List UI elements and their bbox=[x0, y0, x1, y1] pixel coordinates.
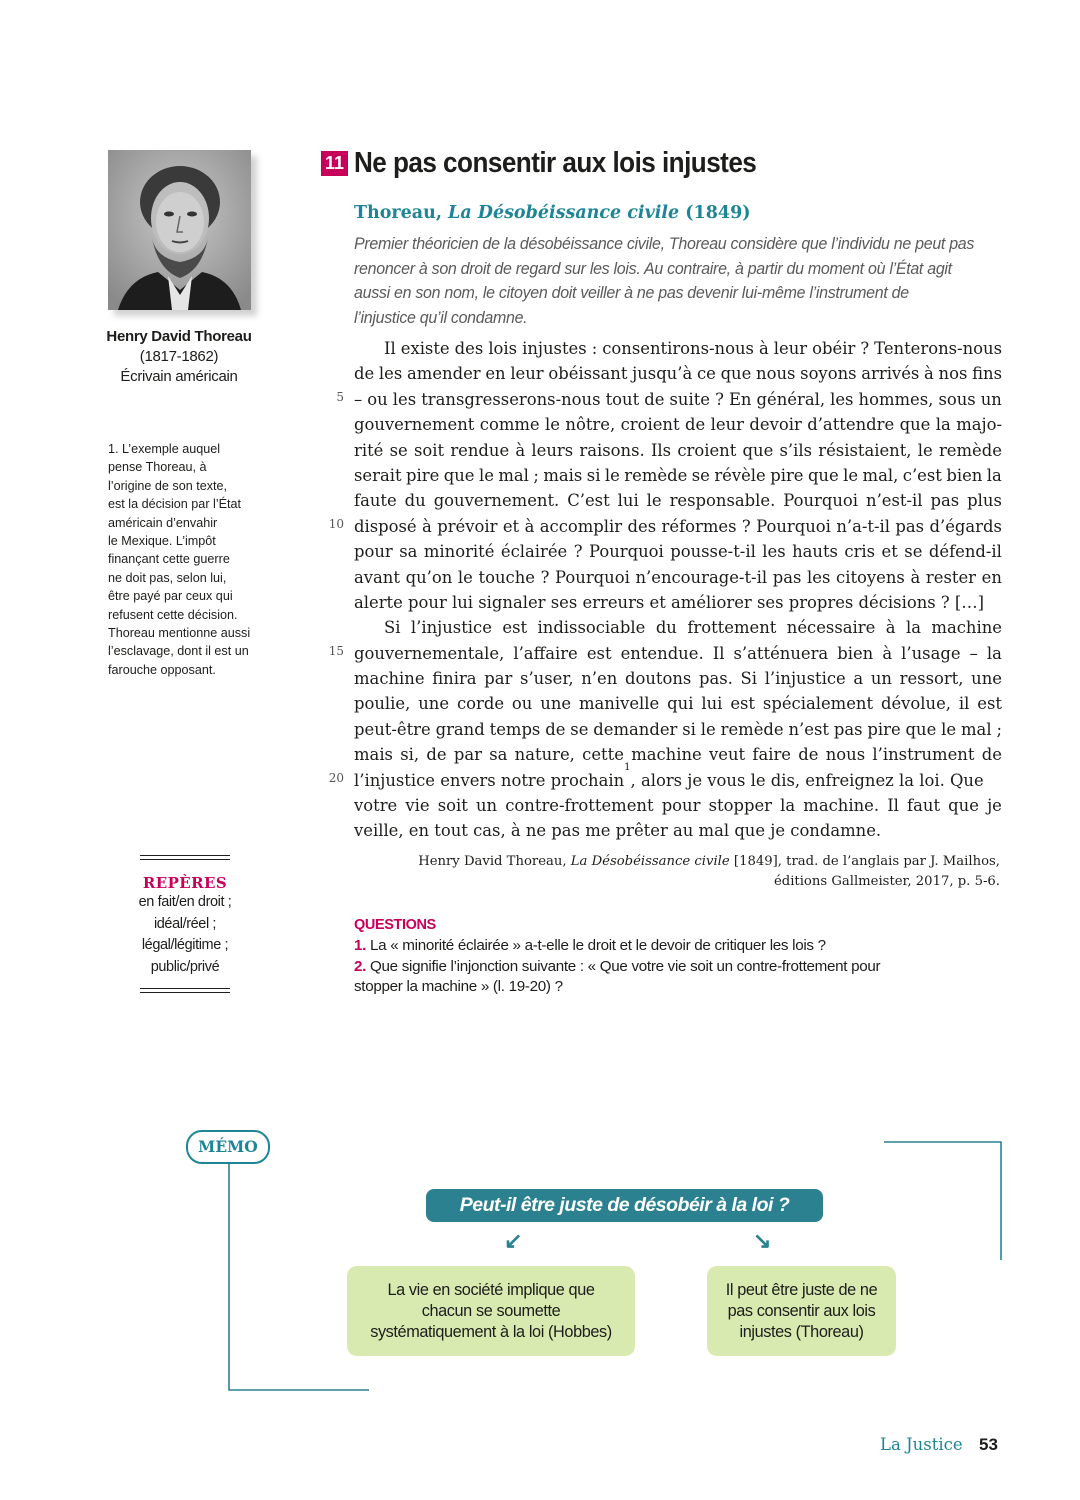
word: mal bbox=[961, 719, 992, 739]
word: d’égards bbox=[929, 516, 1002, 536]
word: ; bbox=[533, 465, 539, 485]
word: machine bbox=[631, 745, 702, 765]
word: Il bbox=[384, 339, 396, 358]
word: machine bbox=[931, 618, 1002, 638]
reperes-item: idéal/réel ; bbox=[153, 915, 217, 932]
word: remède bbox=[624, 465, 688, 485]
word: s’user, bbox=[520, 669, 574, 689]
word: dévolue, bbox=[880, 694, 951, 714]
word: l’injustice bbox=[764, 669, 846, 689]
word: la bbox=[935, 415, 951, 435]
word: demander bbox=[593, 719, 678, 739]
word: citoyens bbox=[836, 567, 905, 587]
word: faute bbox=[354, 491, 397, 511]
word: mais bbox=[354, 745, 393, 765]
word: temps bbox=[489, 719, 541, 739]
memo-box-line: Il peut être juste de ne bbox=[725, 1280, 878, 1299]
word: réformes bbox=[661, 516, 737, 536]
footnote-line: refusent cette décision. bbox=[108, 607, 238, 622]
word: des bbox=[454, 339, 484, 358]
arrow-down-left-icon: ↙ bbox=[504, 1228, 523, 1253]
question-text: Que signifie l’injonction suivante : « Que votre vie soit un contre-frottement pour bbox=[370, 957, 881, 975]
word: que bbox=[807, 465, 839, 485]
line-number: 15 bbox=[328, 644, 344, 658]
word: de bbox=[545, 719, 566, 739]
word: bien bbox=[946, 465, 983, 485]
word: manivelle bbox=[578, 694, 660, 714]
word: – bbox=[969, 643, 978, 663]
word: par bbox=[484, 669, 513, 689]
word: C’est bbox=[567, 491, 610, 511]
word: machine bbox=[354, 669, 425, 689]
word: révèle bbox=[714, 465, 766, 485]
word: en bbox=[485, 364, 506, 384]
word: je bbox=[987, 796, 1002, 816]
intro-line: l’injustice qu’il condamne. bbox=[354, 308, 528, 327]
word: se bbox=[691, 465, 710, 485]
word: que bbox=[899, 415, 931, 435]
word: le bbox=[604, 465, 620, 485]
citation-details: [1849], trad. de l’anglais par J. Mailhos, bbox=[733, 854, 1000, 869]
word: l’usage bbox=[901, 643, 961, 663]
questions-title: QUESTIONS bbox=[354, 917, 436, 933]
word: peut-être bbox=[354, 719, 431, 739]
memo-label: MÉMO bbox=[186, 1130, 270, 1164]
word: frottement bbox=[687, 618, 777, 638]
word: En bbox=[728, 389, 752, 409]
word: éclairée bbox=[500, 542, 568, 562]
word: la bbox=[780, 796, 796, 816]
word: pas. bbox=[698, 669, 733, 689]
footnote-line: farouche opposant. bbox=[108, 662, 216, 677]
word: leur bbox=[773, 339, 808, 358]
word: ou bbox=[511, 694, 533, 714]
arrow-down-right-icon: ↘ bbox=[753, 1228, 772, 1253]
word: que bbox=[443, 465, 475, 485]
word: pas bbox=[833, 719, 863, 739]
word: pas bbox=[772, 567, 802, 587]
word: une bbox=[540, 694, 572, 714]
word: remède bbox=[938, 440, 1002, 460]
word: de bbox=[798, 745, 819, 765]
text-line: alerte pour lui signaler ses erreurs et améliorer ses propres décisions ? […] bbox=[354, 592, 985, 612]
footnote-line: finançant cette guerre bbox=[108, 552, 230, 567]
word: et bbox=[502, 516, 520, 536]
word: faut bbox=[907, 796, 941, 816]
word: n’encourage-t-il bbox=[635, 567, 768, 587]
word: remède bbox=[720, 719, 784, 739]
word: lois bbox=[488, 339, 518, 358]
word: transgresserons-nous bbox=[421, 389, 601, 409]
word: se bbox=[570, 719, 589, 739]
word: le bbox=[457, 567, 473, 587]
word: gouvernement. bbox=[433, 491, 560, 511]
word: pire bbox=[867, 719, 901, 739]
word: corde bbox=[456, 694, 505, 714]
word: mais bbox=[543, 465, 583, 485]
word: Il bbox=[887, 796, 899, 816]
word: ? bbox=[860, 339, 870, 358]
citation-author: Henry David Thoreau, bbox=[418, 854, 567, 869]
word: avant bbox=[354, 567, 400, 587]
citation-line: éditions Gallmeister, 2017, p. 5-6. bbox=[773, 874, 1000, 889]
footnote-line: l’esclavage, dont il est un bbox=[108, 644, 249, 659]
word: une bbox=[418, 694, 450, 714]
word: la bbox=[905, 618, 921, 638]
memo-box-line: La vie en société implique que bbox=[387, 1280, 595, 1299]
word: un bbox=[870, 669, 892, 689]
word: pour bbox=[661, 796, 701, 816]
word: à bbox=[524, 516, 535, 536]
word: si bbox=[586, 465, 601, 485]
word: nous bbox=[825, 745, 866, 765]
memo-box-thoreau bbox=[707, 1266, 896, 1356]
memo-question: Peut-il être juste de désobéir à la loi ? bbox=[426, 1189, 823, 1222]
memo-box-line: injustes (Thoreau) bbox=[739, 1322, 864, 1341]
word: croient bbox=[620, 415, 680, 435]
word: défend-il bbox=[928, 542, 1002, 562]
word: leur bbox=[710, 415, 744, 435]
footnote-line: américain d’envahir bbox=[108, 515, 218, 530]
section-title: Ne pas consentir aux lois injustes bbox=[354, 147, 757, 179]
word: responsable. bbox=[669, 491, 776, 511]
word: disposé bbox=[354, 516, 417, 536]
word: en bbox=[981, 567, 1002, 587]
word: mal, bbox=[862, 465, 899, 485]
word: n’en bbox=[581, 669, 618, 689]
word: hommes, bbox=[858, 389, 934, 409]
word: leur bbox=[510, 364, 544, 384]
word: l’affaire bbox=[513, 643, 578, 663]
word: se bbox=[904, 542, 923, 562]
word: soyons bbox=[800, 364, 857, 384]
word: la bbox=[986, 465, 1002, 485]
word: croient bbox=[677, 440, 737, 460]
word: faire bbox=[752, 745, 792, 765]
intro-line: Premier théoricien de la désobéissance civile, Thoreau considère que l’individu ne peut pas bbox=[354, 235, 975, 253]
word: les bbox=[378, 364, 403, 384]
word: cris bbox=[844, 542, 876, 562]
word: nature, bbox=[514, 745, 575, 765]
word: stopper bbox=[708, 796, 772, 816]
word: de bbox=[426, 745, 447, 765]
word: lui bbox=[701, 694, 723, 714]
reperes-title: REPÈRES bbox=[142, 874, 228, 892]
word: consentirons-nous bbox=[602, 339, 754, 358]
word: à bbox=[758, 339, 769, 358]
word: le bbox=[700, 719, 716, 739]
text-line-part: , alors je vous le dis, enfreignez la loi. Que bbox=[630, 770, 984, 790]
word: Pourquoi bbox=[555, 567, 630, 587]
word: touche bbox=[478, 567, 535, 587]
word: pour bbox=[354, 542, 393, 562]
word: contre-frottement bbox=[505, 796, 654, 816]
footnote-line: 1. L’exemple auquel bbox=[108, 442, 221, 456]
word: pas bbox=[895, 516, 925, 536]
word: rité bbox=[354, 440, 384, 460]
text-line: veille, en tout cas, à ne pas me prêter au mal que je condamne. bbox=[354, 821, 882, 841]
word: les bbox=[762, 542, 786, 562]
word: machine. bbox=[803, 796, 880, 816]
word: de bbox=[685, 415, 706, 435]
word: les bbox=[807, 567, 831, 587]
word: arrivés bbox=[861, 364, 920, 384]
word: n’a-t-il bbox=[836, 516, 890, 536]
word: Si bbox=[740, 669, 758, 689]
word: Pourquoi bbox=[588, 542, 664, 562]
word: Tenterons-nous bbox=[874, 339, 1002, 358]
word: à bbox=[910, 567, 921, 587]
word: – bbox=[354, 389, 363, 409]
word: veut bbox=[709, 745, 746, 765]
word: pousse-t-il bbox=[670, 542, 756, 562]
footnote-ref: 1 bbox=[624, 761, 631, 773]
intro-line: aussi en son nom, le citoyen doit veiller à ne pas devenir lui-même l’instrument de bbox=[354, 284, 909, 302]
word: le bbox=[941, 719, 957, 739]
chapter-title: La Justice bbox=[880, 1435, 963, 1454]
footnote-line: le Mexique. L’impôt bbox=[108, 534, 216, 549]
word: du bbox=[655, 618, 677, 638]
word: serait bbox=[354, 465, 402, 485]
word: d’attendre bbox=[807, 415, 895, 435]
word: le bbox=[917, 440, 933, 460]
word: si, bbox=[400, 745, 420, 765]
word: prévoir bbox=[437, 516, 498, 536]
word: nos bbox=[938, 364, 968, 384]
word: soit bbox=[413, 440, 445, 460]
word: mal bbox=[498, 465, 529, 485]
source-author: Thoreau, bbox=[354, 203, 442, 223]
word: Ils bbox=[650, 440, 672, 460]
word: jusqu’à bbox=[632, 364, 693, 384]
word: les bbox=[392, 389, 417, 409]
word: nous bbox=[756, 364, 796, 384]
word: que bbox=[720, 364, 752, 384]
word: le bbox=[646, 491, 662, 511]
word: obéir bbox=[812, 339, 856, 358]
word: le bbox=[545, 415, 560, 435]
word: à bbox=[924, 364, 934, 384]
footnote-line: est la décision par l’État bbox=[108, 497, 242, 512]
word: ressort, bbox=[899, 669, 964, 689]
question-text: La « minorité éclairée » a-t-elle le droit et le devoir de critiquer les lois ? bbox=[370, 936, 826, 954]
word: existe bbox=[400, 339, 450, 358]
word: sa bbox=[399, 542, 418, 562]
word: obéissant bbox=[548, 364, 628, 384]
word: de bbox=[644, 389, 665, 409]
word: à bbox=[885, 618, 896, 638]
word: suite bbox=[669, 389, 711, 409]
text-line-part: l’injustice envers notre prochain bbox=[354, 770, 625, 790]
word: spécialement bbox=[762, 694, 874, 714]
word: le bbox=[478, 465, 494, 485]
word: grand bbox=[435, 719, 485, 739]
word: entendue. bbox=[620, 643, 704, 663]
author-dates: (1817-1862) bbox=[139, 348, 219, 365]
word: il bbox=[958, 694, 970, 714]
word: doutons bbox=[624, 669, 692, 689]
word: est bbox=[977, 694, 1002, 714]
question-number: 1. bbox=[354, 936, 367, 954]
memo-box-line: systématiquement à la loi (Hobbes) bbox=[370, 1322, 612, 1341]
word: ce bbox=[696, 364, 716, 384]
word: général, bbox=[756, 389, 826, 409]
word: indissociable bbox=[537, 618, 646, 638]
page-number: 53 bbox=[979, 1435, 998, 1454]
word: nécessaire bbox=[786, 618, 876, 638]
word: à bbox=[422, 516, 432, 536]
word: s’atténuera bbox=[733, 643, 829, 663]
word: Pourquoi bbox=[756, 516, 831, 536]
word: soit bbox=[437, 796, 468, 816]
word: un bbox=[980, 389, 1002, 409]
memo-box-line: chacun se soumette bbox=[421, 1301, 561, 1320]
footnote-line: ne doit pas, selon lui, bbox=[108, 570, 227, 585]
word: cette bbox=[582, 745, 624, 765]
word: rendue bbox=[450, 440, 510, 460]
word: ou bbox=[367, 389, 388, 409]
word: gouvernementale, bbox=[354, 643, 505, 663]
word: des bbox=[627, 516, 657, 536]
word: amender bbox=[407, 364, 481, 384]
word: qu’on bbox=[405, 567, 453, 587]
source-work: La Désobéissance civile bbox=[448, 203, 680, 223]
word: ? bbox=[573, 542, 583, 562]
word: bien bbox=[837, 643, 874, 663]
footnote-line: pense Thoreau, à bbox=[108, 460, 207, 475]
word: tout bbox=[605, 389, 640, 409]
word: votre bbox=[354, 796, 398, 816]
word: raisons. bbox=[579, 440, 645, 460]
word: la bbox=[986, 643, 1002, 663]
word: est bbox=[730, 694, 756, 714]
author-role: Écrivain américain bbox=[120, 368, 238, 385]
reperes-item: en fait/en droit ; bbox=[138, 894, 232, 910]
footnote-line: l’origine de son texte, bbox=[108, 478, 228, 493]
word: que bbox=[948, 796, 979, 816]
word: sa bbox=[489, 745, 508, 765]
section-number-badge: 11 bbox=[321, 151, 348, 176]
line-number: 20 bbox=[328, 771, 344, 785]
citation-work: La Désobéissance civile bbox=[570, 854, 730, 869]
word: l’injustice bbox=[410, 618, 492, 638]
word: plus bbox=[967, 491, 1002, 511]
word: comme bbox=[479, 415, 540, 435]
reperes-item: public/privé bbox=[150, 958, 220, 975]
word: s’ils bbox=[779, 440, 813, 460]
question-text-continued: stopper la machine » (l. 19-20) ? bbox=[354, 978, 563, 996]
word: Il bbox=[712, 643, 725, 663]
word: c’est bbox=[902, 465, 942, 485]
line-number: 10 bbox=[328, 517, 344, 531]
word: et bbox=[881, 542, 898, 562]
word: n’est-il bbox=[866, 491, 923, 511]
line-number: 5 bbox=[336, 390, 344, 404]
word: majo- bbox=[956, 415, 1002, 435]
word: injustes bbox=[522, 339, 587, 358]
author-name: Henry David Thoreau bbox=[106, 328, 252, 345]
word: un bbox=[475, 796, 498, 816]
word: si bbox=[682, 719, 696, 739]
word: n’est bbox=[788, 719, 829, 739]
footnote-line: Thoreau mentionne aussi bbox=[108, 626, 251, 641]
word: poulie, bbox=[354, 694, 411, 714]
word: finira bbox=[432, 669, 477, 689]
memo-box-hobbes bbox=[347, 1266, 635, 1356]
word: rester bbox=[925, 567, 976, 587]
word: devoir bbox=[749, 415, 802, 435]
word: que bbox=[905, 719, 937, 739]
word: de bbox=[981, 745, 1002, 765]
word: ? bbox=[540, 567, 550, 587]
word: par bbox=[453, 745, 482, 765]
word: fins bbox=[972, 364, 1002, 384]
word: minorité bbox=[423, 542, 495, 562]
source-year: (1849) bbox=[685, 203, 751, 223]
word: à bbox=[882, 643, 893, 663]
word: se bbox=[389, 440, 408, 460]
word: vie bbox=[405, 796, 430, 816]
word: qui bbox=[667, 694, 694, 714]
word: de bbox=[354, 364, 375, 384]
word: pire bbox=[406, 465, 440, 485]
word: : bbox=[591, 339, 598, 358]
word: ? bbox=[741, 516, 751, 536]
word: Si bbox=[384, 618, 401, 638]
word: le bbox=[843, 465, 859, 485]
memo-box-line: pas consentir aux lois bbox=[727, 1301, 876, 1320]
intro-line: renoncer à son droit de regard sur les lois. Au contraire, à partir du moment où l’État agit bbox=[354, 259, 952, 278]
word: pas bbox=[930, 491, 960, 511]
word: une bbox=[971, 669, 1002, 689]
word: nôtre, bbox=[565, 415, 616, 435]
word: résistaient, bbox=[818, 440, 912, 460]
word: du bbox=[404, 491, 426, 511]
word: Pourquoi bbox=[783, 491, 859, 511]
word: à bbox=[515, 440, 526, 460]
question-number: 2. bbox=[354, 957, 367, 975]
word: hauts bbox=[792, 542, 838, 562]
word: gouvernement bbox=[354, 415, 475, 435]
word: a bbox=[853, 669, 864, 689]
footnote-line: être payé par ceux qui bbox=[108, 589, 233, 604]
reperes-item: légal/légitime ; bbox=[141, 937, 229, 953]
word: les bbox=[830, 389, 854, 409]
word: l’instrument bbox=[872, 745, 975, 765]
word: ? bbox=[715, 389, 724, 409]
word: accomplir bbox=[539, 516, 623, 536]
word: est bbox=[586, 643, 612, 663]
word: sous bbox=[938, 389, 976, 409]
word: leurs bbox=[531, 440, 574, 460]
word: pire bbox=[770, 465, 804, 485]
word: que bbox=[742, 440, 774, 460]
word: lui bbox=[617, 491, 639, 511]
word: ; bbox=[996, 719, 1002, 739]
word: est bbox=[502, 618, 528, 638]
